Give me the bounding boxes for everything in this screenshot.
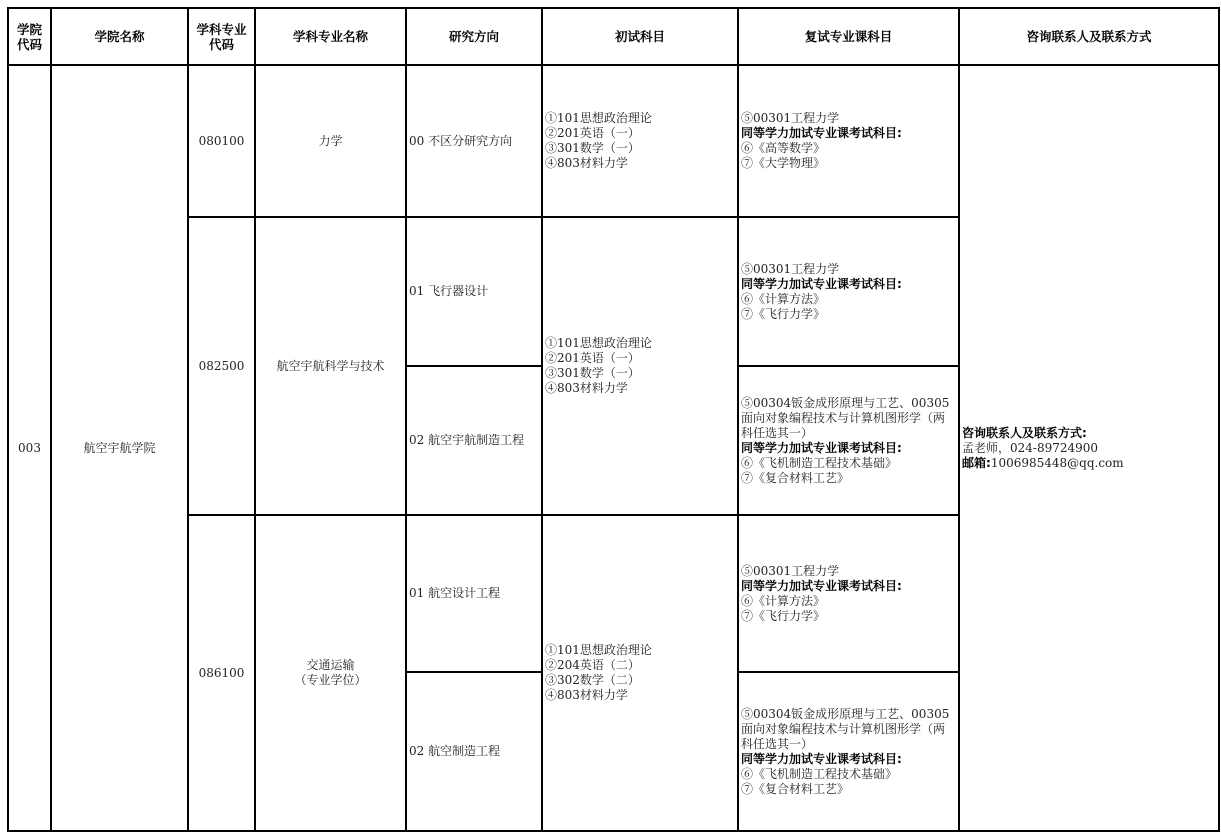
retest-cell: [738, 672, 959, 831]
header-college-code: 学院代码: [8, 8, 51, 65]
header-major-name: 学科专业名称: [255, 8, 406, 65]
email-label: 邮箱:: [962, 455, 991, 470]
contact-email[interactable]: 1006985448@qq.com: [990, 455, 1124, 470]
college-code-cell: [8, 65, 51, 831]
major-name-cell: [255, 515, 406, 831]
exam-subject: ③301数学（一）: [545, 366, 640, 380]
direction-label: 00 不区分研究方向: [409, 133, 513, 148]
exam-subject: ③302数学（二）: [545, 673, 640, 687]
exam-subject: ④803材料力学: [545, 381, 628, 395]
extra-exam-title: 同等学力加试专业课考试科目:: [741, 126, 902, 140]
major-code: 080100: [198, 133, 245, 148]
retest-cell: [738, 65, 959, 217]
direction-label: 02 航空宇航制造工程: [409, 433, 525, 447]
major-name-cell: [255, 217, 406, 515]
retest-cell: [738, 515, 959, 672]
exam-subject: ①101思想政治理论: [545, 111, 652, 125]
direction-cell: [406, 366, 542, 515]
major-code: 086100: [198, 665, 245, 680]
exam-subject: ④803材料力学: [545, 688, 628, 702]
header-contact: 咨询联系人及联系方式: [959, 8, 1219, 65]
header-college-name: 学院名称: [51, 8, 188, 65]
exam-subject: ②201英语（一）: [545, 351, 640, 365]
major-code-cell: [188, 515, 255, 831]
extra-subject: ⑦《复合材料工艺》: [741, 470, 850, 485]
college-name-cell: [51, 65, 188, 831]
extra-exam-title: 同等学力加试专业课考试科目:: [741, 578, 902, 593]
header-row: [8, 8, 1219, 65]
contact-title: 咨询联系人及联系方式:: [962, 425, 1087, 440]
direction-cell: [406, 515, 542, 672]
retest-cell: [738, 366, 959, 515]
extra-subject: ⑦《复合材料工艺》: [741, 781, 850, 796]
extra-subject: ⑦《飞行力学》: [741, 306, 826, 321]
retest-cell: [738, 217, 959, 366]
college-code: 003: [18, 440, 41, 455]
direction-label: 01 航空设计工程: [409, 586, 501, 600]
retest-subject: ⑤00301工程力学: [741, 563, 840, 578]
contact-person: 孟老师，024-89724900: [962, 440, 1099, 455]
exam-subject: ②204英语（二）: [545, 658, 640, 672]
extra-exam-title: 同等学力加试专业课考试科目:: [741, 276, 902, 291]
exam-subject: ④803材料力学: [545, 156, 628, 170]
initial-exam-cell: [542, 515, 738, 831]
initial-exam-cell: [542, 217, 738, 515]
header-major-code: 学科专业代码: [188, 8, 255, 65]
header-retest-subjects: 复试专业课科目: [738, 8, 959, 65]
direction-label: 02 航空制造工程: [409, 744, 501, 758]
extra-subject: ⑥《飞机制造工程技术基础》: [741, 455, 898, 470]
extra-subject: ⑥《计算方法》: [741, 291, 826, 306]
contact-email-line: [962, 456, 1216, 471]
extra-subject: ⑥《飞机制造工程技术基础》: [741, 766, 898, 781]
extra-subject: ⑦《大学物理》: [741, 156, 826, 170]
exam-subject: ③301数学（一）: [545, 141, 640, 155]
exam-subject: ②201英语（一）: [545, 126, 640, 140]
header-research-direction: 研究方向: [406, 8, 542, 65]
direction-cell: [406, 672, 542, 831]
extra-subject: ⑥《计算方法》: [741, 593, 826, 608]
retest-subject: ⑤00304钣金成形原理与工艺、00305面向对象编程技术与计算机图形学（两科任选其一）: [741, 395, 950, 440]
extra-subject: ⑥《高等数学》: [741, 141, 826, 155]
extra-subject: ⑦《飞行力学》: [741, 608, 826, 623]
major-name: 交通运输: [306, 658, 355, 672]
major-name-note: （专业学位）: [294, 673, 367, 687]
college-name: 航空宇航学院: [83, 440, 156, 455]
admissions-table: [7, 7, 1220, 832]
retest-subject: ⑤00301工程力学: [741, 261, 840, 276]
initial-exam-cell: [542, 65, 738, 217]
direction-cell: [406, 65, 542, 217]
major-name-cell: [255, 65, 406, 217]
extra-exam-title: 同等学力加试专业课考试科目:: [741, 751, 902, 766]
table-row: [8, 65, 1219, 217]
exam-subject: ①101思想政治理论: [545, 643, 652, 657]
major-code-cell: [188, 65, 255, 217]
major-code: 082500: [198, 358, 245, 373]
major-code-cell: [188, 217, 255, 515]
header-initial-exam: 初试科目: [542, 8, 738, 65]
major-name: 航空宇航科学与技术: [276, 358, 385, 373]
retest-subject: ⑤00301工程力学: [741, 111, 840, 125]
direction-label: 01 飞行器设计: [409, 284, 489, 298]
exam-subject: ①101思想政治理论: [545, 336, 652, 350]
direction-cell: [406, 217, 542, 366]
major-name: 力学: [318, 133, 343, 148]
contact-cell: [959, 65, 1219, 831]
retest-subject: ⑤00304钣金成形原理与工艺、00305面向对象编程技术与计算机图形学（两科任选其一）: [741, 706, 950, 751]
extra-exam-title: 同等学力加试专业课考试科目:: [741, 440, 902, 455]
